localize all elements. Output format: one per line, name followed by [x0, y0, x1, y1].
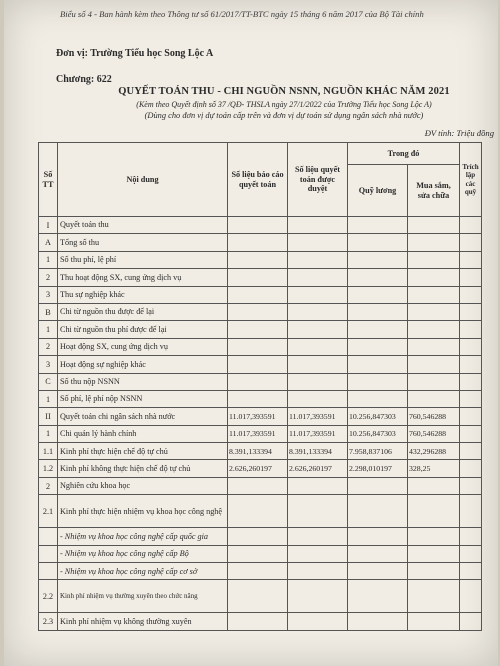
header-approved: Số liệu quyết toán được duyệt: [288, 143, 348, 217]
row-deduct: [460, 460, 482, 477]
row-purchase: 760,546288: [408, 425, 460, 442]
row-approved: [288, 477, 348, 494]
row-purchase: 432,296288: [408, 443, 460, 460]
row-approved: [288, 269, 348, 286]
row-reported: [228, 234, 288, 251]
row-salary: [348, 495, 408, 528]
row-content: Thu sự nghiệp khác: [58, 286, 228, 303]
row-salary: 10.256,847303: [348, 408, 408, 425]
table-row: [39, 545, 482, 562]
row-stt: II: [39, 408, 58, 425]
row-content: Hoạt động sự nghiệp khác: [58, 356, 228, 373]
row-approved: 11.017,393591: [288, 425, 348, 442]
row-stt: C: [39, 373, 58, 390]
row-purchase: [408, 303, 460, 320]
row-reported: [228, 390, 288, 407]
row-purchase: [408, 251, 460, 268]
row-deduct: [460, 443, 482, 460]
row-purchase: 760,546288: [408, 408, 460, 425]
row-purchase: [408, 217, 460, 234]
row-content: Thu hoạt động SX, cung ứng dịch vụ: [58, 269, 228, 286]
row-content: Tổng số thu: [58, 234, 228, 251]
row-purchase: [408, 580, 460, 613]
row-reported: [228, 563, 288, 580]
row-purchase: [408, 356, 460, 373]
table-row: [39, 338, 482, 355]
row-stt: [39, 563, 58, 580]
row-salary: [348, 217, 408, 234]
row-approved: [288, 321, 348, 338]
row-content: Kinh phí nhiệm vụ thường xuyên theo chức năng: [58, 580, 228, 613]
table-row: [39, 373, 482, 390]
table-row: [39, 528, 482, 545]
table-row: [39, 286, 482, 303]
row-content: Kinh phí nhiệm vụ không thường xuyên: [58, 613, 228, 630]
row-purchase: [408, 545, 460, 562]
row-deduct: [460, 563, 482, 580]
row-content: Chi từ nguồn thu phí được để lại: [58, 321, 228, 338]
header-note: Biểu số 4 - Ban hành kèm theo Thông tư số 61/2017/TT-BTC ngày 15 tháng 6 năm 2017 của Bộ Tài chính: [60, 9, 424, 19]
row-reported: [228, 338, 288, 355]
row-purchase: [408, 234, 460, 251]
row-stt: 1.1: [39, 443, 58, 460]
row-stt: 2: [39, 338, 58, 355]
row-deduct: [460, 477, 482, 494]
row-reported: [228, 286, 288, 303]
table-row: [39, 303, 482, 320]
row-salary: [348, 234, 408, 251]
row-deduct: [460, 303, 482, 320]
row-stt: 2.2: [39, 580, 58, 613]
table-row: [39, 217, 482, 234]
header-reported: Số liệu báo cáo quyết toán: [228, 143, 288, 217]
table-row: [39, 234, 482, 251]
row-salary: [348, 321, 408, 338]
row-approved: [288, 563, 348, 580]
row-stt: 1: [39, 321, 58, 338]
row-reported: [228, 251, 288, 268]
row-content: - Nhiệm vụ khoa học công nghệ cấp quốc gia: [58, 528, 228, 545]
row-purchase: [408, 495, 460, 528]
row-reported: [228, 495, 288, 528]
row-content: Kinh phí thực hiện chế độ tự chủ: [58, 443, 228, 460]
row-content: Quyết toán thu: [58, 217, 228, 234]
row-reported: [228, 477, 288, 494]
row-deduct: [460, 234, 482, 251]
table-row: [39, 321, 482, 338]
header-content: Nội dung: [58, 143, 228, 217]
row-deduct: [460, 580, 482, 613]
row-reported: 2.626,260197: [228, 460, 288, 477]
row-stt: 1: [39, 390, 58, 407]
row-approved: 2.626,260197: [288, 460, 348, 477]
row-content: Chi từ nguồn thu được để lại: [58, 303, 228, 320]
row-deduct: [460, 269, 482, 286]
row-reported: 11.017,393591: [228, 425, 288, 442]
row-salary: [348, 563, 408, 580]
row-reported: 11.017,393591: [228, 408, 288, 425]
row-purchase: [408, 373, 460, 390]
row-stt: 3: [39, 286, 58, 303]
row-deduct: [460, 425, 482, 442]
header-deduct: Trích lập các quỹ: [460, 143, 482, 217]
row-salary: [348, 613, 408, 630]
row-approved: 8.391,133394: [288, 443, 348, 460]
row-deduct: [460, 373, 482, 390]
table-row: [39, 495, 482, 528]
row-purchase: [408, 477, 460, 494]
row-salary: [348, 356, 408, 373]
settlement-table: [38, 142, 482, 631]
row-approved: [288, 303, 348, 320]
row-salary: [348, 545, 408, 562]
row-stt: 3: [39, 356, 58, 373]
header-purchase: Mua sắm, sửa chữa: [408, 165, 460, 217]
row-purchase: [408, 269, 460, 286]
row-reported: [228, 613, 288, 630]
row-salary: [348, 303, 408, 320]
row-approved: [288, 580, 348, 613]
table-row: [39, 613, 482, 630]
row-purchase: [408, 563, 460, 580]
currency-unit: ĐV tính: Triệu đồng: [424, 128, 494, 138]
row-approved: [288, 390, 348, 407]
row-salary: [348, 251, 408, 268]
table-row: [39, 390, 482, 407]
row-content: Chi quản lý hành chính: [58, 425, 228, 442]
row-approved: [288, 356, 348, 373]
row-deduct: [460, 545, 482, 562]
unit-name: Đơn vị: Trường Tiểu học Song Lộc A: [56, 48, 214, 59]
row-stt: 2: [39, 269, 58, 286]
row-deduct: [460, 390, 482, 407]
header-of-which: Trong đó: [348, 143, 460, 165]
row-content: - Nhiệm vụ khoa học công nghệ cấp cơ sở: [58, 563, 228, 580]
row-stt: 2.1: [39, 495, 58, 528]
table-row: [39, 563, 482, 580]
row-content: Số thu phí, lệ phí: [58, 251, 228, 268]
row-salary: [348, 286, 408, 303]
row-stt: 1: [39, 251, 58, 268]
row-purchase: [408, 321, 460, 338]
row-stt: 1.2: [39, 460, 58, 477]
row-reported: 8.391,133394: [228, 443, 288, 460]
row-content: Hoạt động SX, cung ứng dịch vụ: [58, 338, 228, 355]
row-stt: 2: [39, 477, 58, 494]
row-deduct: [460, 338, 482, 355]
row-reported: [228, 373, 288, 390]
row-content: Số phí, lệ phí nộp NSNN: [58, 390, 228, 407]
header-stt: Số TT: [39, 143, 58, 217]
row-purchase: [408, 613, 460, 630]
row-content: Quyết toán chi ngân sách nhà nước: [58, 408, 228, 425]
row-reported: [228, 303, 288, 320]
row-salary: [348, 580, 408, 613]
chapter-code: Chương: 622: [56, 74, 112, 85]
header-salary: Quỹ lương: [348, 165, 408, 217]
row-stt: I: [39, 217, 58, 234]
table-row: [39, 408, 482, 425]
row-deduct: [460, 495, 482, 528]
row-content: - Nhiệm vụ khoa học công nghệ cấp Bộ: [58, 545, 228, 562]
row-salary: 10.256,847303: [348, 425, 408, 442]
row-content: Nghiên cứu khoa học: [58, 477, 228, 494]
row-approved: [288, 373, 348, 390]
row-purchase: [408, 338, 460, 355]
row-reported: [228, 321, 288, 338]
row-deduct: [460, 408, 482, 425]
row-salary: 7.958,837106: [348, 443, 408, 460]
row-salary: [348, 528, 408, 545]
row-deduct: [460, 286, 482, 303]
row-stt: A: [39, 234, 58, 251]
row-deduct: [460, 613, 482, 630]
row-purchase: [408, 390, 460, 407]
row-salary: 2.298,010197: [348, 460, 408, 477]
row-reported: [228, 269, 288, 286]
row-approved: [288, 528, 348, 545]
row-approved: [288, 234, 348, 251]
row-approved: [288, 613, 348, 630]
row-deduct: [460, 356, 482, 373]
row-stt: [39, 545, 58, 562]
row-content: Kinh phí thực hiện nhiệm vụ khoa học công nghệ: [58, 495, 228, 528]
document-page: [4, 0, 498, 666]
row-approved: 11.017,393591: [288, 408, 348, 425]
row-purchase: 328,25: [408, 460, 460, 477]
row-approved: [288, 217, 348, 234]
row-stt: 1: [39, 425, 58, 442]
row-approved: [288, 286, 348, 303]
row-reported: [228, 580, 288, 613]
row-reported: [228, 217, 288, 234]
table-row: [39, 356, 482, 373]
row-approved: [288, 338, 348, 355]
row-approved: [288, 545, 348, 562]
row-approved: [288, 251, 348, 268]
table-row: [39, 460, 482, 477]
document-title: QUYẾT TOÁN THU - CHI NGUỒN NSNN, NGUỒN KHÁC NĂM 2021: [118, 86, 450, 97]
row-reported: [228, 545, 288, 562]
row-salary: [348, 269, 408, 286]
table-row: [39, 251, 482, 268]
row-stt: B: [39, 303, 58, 320]
table-row: [39, 425, 482, 442]
row-reported: [228, 356, 288, 373]
row-stt: 2.3: [39, 613, 58, 630]
row-purchase: [408, 528, 460, 545]
row-salary: [348, 477, 408, 494]
table-row: [39, 443, 482, 460]
row-salary: [348, 373, 408, 390]
table-row: [39, 580, 482, 613]
table-row: [39, 477, 482, 494]
row-deduct: [460, 528, 482, 545]
row-salary: [348, 338, 408, 355]
row-content: Kinh phí không thực hiện chế độ tự chủ: [58, 460, 228, 477]
table-row: [39, 269, 482, 286]
row-purchase: [408, 286, 460, 303]
row-reported: [228, 528, 288, 545]
document-subtitle: (Kèm theo Quyết định số 37 /QĐ- THSLA ngày 27/1/2022 của Trường Tiểu học Song Lộc A): [136, 100, 432, 109]
row-stt: [39, 528, 58, 545]
row-deduct: [460, 217, 482, 234]
row-salary: [348, 390, 408, 407]
row-content: Số thu nộp NSNN: [58, 373, 228, 390]
document-subtitle-usage: (Dùng cho đơn vị dự toán cấp trên và đơn vị dự toán sử dụng ngân sách nhà nước): [144, 111, 424, 120]
row-deduct: [460, 321, 482, 338]
row-approved: [288, 495, 348, 528]
row-deduct: [460, 251, 482, 268]
